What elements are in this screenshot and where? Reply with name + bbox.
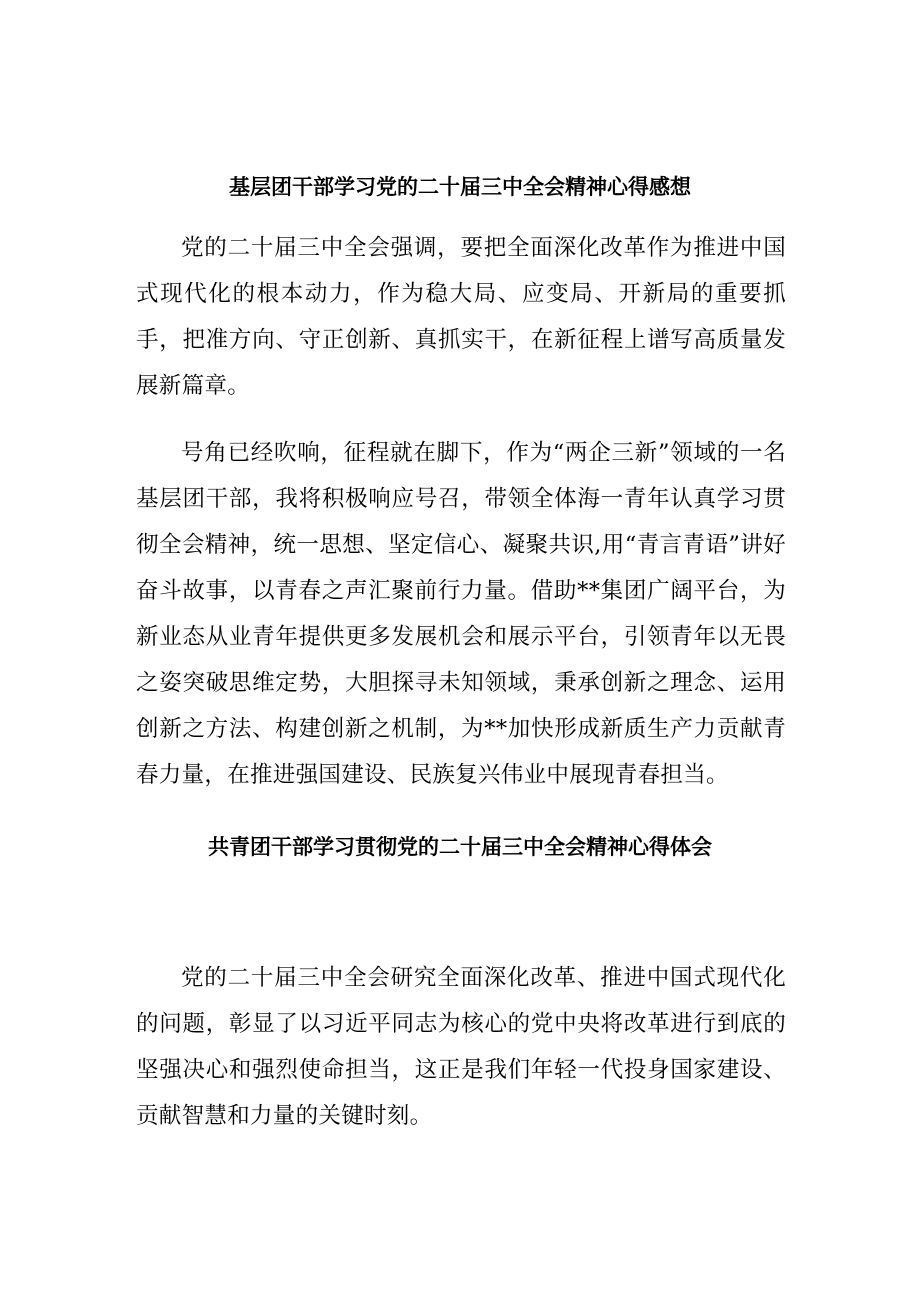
section1-paragraph-2: 号角已经吹响，征程就在脚下，作为“两企三新”领域的一名基层团干部，我将积极响应号召，带领全体海一青年认真学习贯彻全会精神，统一思想、坚定信心、凝聚共识,用“青言青语”讲好奋斗故事，以青春之声汇聚前行力量。借助**集团广阔平台，为新业态从业青年提供更多发展机会和展示平台，引领青年以无畏之姿突破思维定势，大胆探寻未知领域，秉承创新之理念、运用创新之方法、构建创新之机制，为**加快形成新质生产力贡献青春力量，在推进强国建设、民族复兴伟业中展现青春担当。 — [136, 440, 786, 788]
section1-paragraph-1: 党的二十届三中全会强调，要把全面深化改革作为推进中国式现代化的根本动力，作为稳大局、应变局、开新局的重要抓手，把准方向、守正创新、真抓实干，在新征程上谱写高质量发展新篇章。 — [136, 235, 786, 399]
section2-paragraph-1: 党的二十届三中全会研究全面深化改革、推进中国式现代化的问题，彰显了以习近平同志为核心的党中央将改革进行到底的坚强决心和强烈使命担当，这正是我们年轻一代投身国家建设、贡献智慧和力量的关键时刻。 — [136, 965, 786, 1129]
section2-title: 共青团干部学习贯彻党的二十届三中全会精神心得体会 — [208, 835, 712, 859]
section1-title: 基层团干部学习党的二十届三中全会精神心得感想 — [229, 175, 691, 199]
